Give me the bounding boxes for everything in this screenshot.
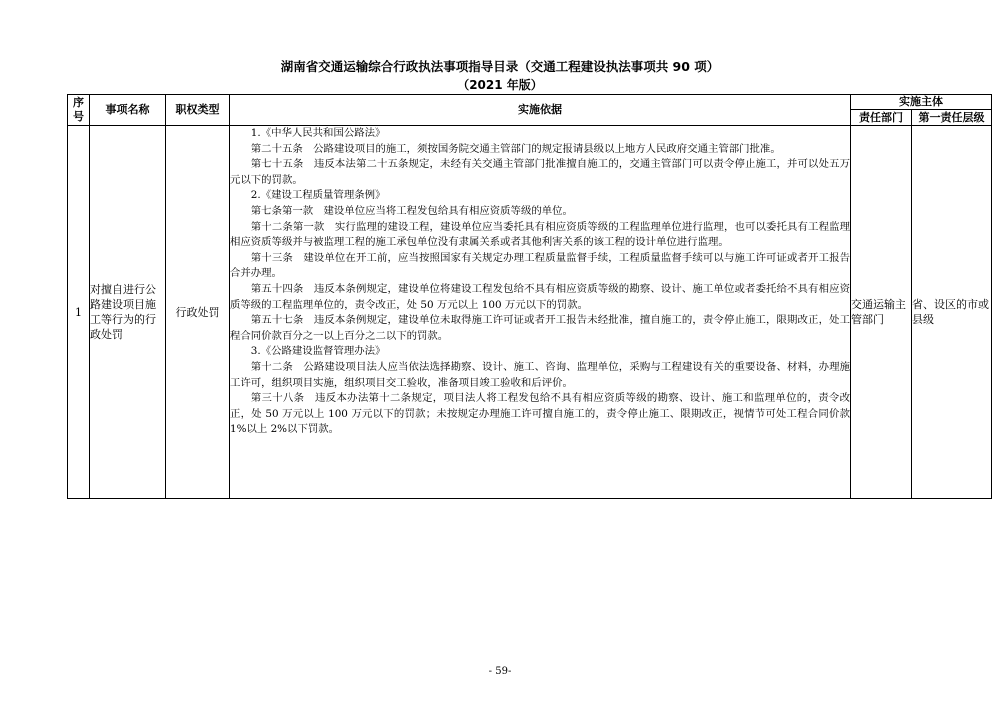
basis-line: 3.《公路建设监督管理办法》 bbox=[250, 345, 386, 358]
basis-line: 第十二条第一款 实行监理的建设工程，建设单位应当委托具有相应资质等级的工程监理单位进行监理，也可以委托具有工程监理相应资质等级并与被监理工程的施工承包单位没有隶属关系或者其他利害关系的该工程的设计单位进行监理。 bbox=[230, 220, 850, 249]
catalog-table bbox=[67, 94, 992, 499]
basis-line: 第七十五条 违反本法第二十五条规定，未经有关交通主管部门批准擅自施工的，交通主管部门可以责令停止施工，并可以处五万元以下的罚款。 bbox=[230, 158, 850, 186]
row-basis bbox=[230, 126, 851, 499]
header-power-type: 职权类型 bbox=[166, 95, 230, 126]
header-dept: 责任部门 bbox=[851, 110, 912, 126]
header-subject: 实施主体 bbox=[851, 95, 992, 110]
table-row bbox=[68, 126, 992, 499]
header-seq: 序号 bbox=[68, 95, 90, 126]
basis-line: 第三十八条 违反本办法第十二条规定，项目法人将工程发包给不具有相应资质等级的勘察、设计、施工和监理单位的，责令改正，处 50 万元以上 100 万元以下的罚款；未按规定办理施工许可擅自施工的，责令停止施工、限期改正，视情节可处工程合同价款 1%以上 2%以下罚款。 bbox=[230, 392, 850, 436]
row-power-type: 行政处罚 bbox=[166, 126, 230, 499]
page-title: 湖南省交通运输综合行政执法事项指导目录（交通工程建设执法事项共 90 项） bbox=[280, 59, 720, 74]
basis-line: 1.《中华人民共和国公路法》 bbox=[250, 127, 386, 139]
basis-line: 第二十五条 公路建设项目的施工，须按国务院交通主管部门的规定报请县级以上地方人民政府交通主管部门批准。 bbox=[250, 142, 781, 155]
basis-line: 第五十四条 违反本条例规定，建设单位将建设工程发包给不具有相应资质等级的勘察、设计、施工单位或者委托给不具有相应资质等级的工程监理单位的，责令改正，处 50 万元以上 100 万元以下的罚款。 bbox=[230, 282, 850, 311]
header-basis: 实施依据 bbox=[230, 95, 851, 126]
page-subtitle: （2021 年版） bbox=[457, 78, 543, 92]
basis-line: 第五十七条 违反本条例规定，建设单位未取得施工许可证或者开工报告未经批准，擅自施工的，责令停止施工，限期改正，处工程合同价款百分之一以上百分之二以下的罚款。 bbox=[230, 314, 850, 342]
header-item-name: 事项名称 bbox=[90, 95, 166, 126]
row-level: 省、设区的市或县级 bbox=[912, 126, 992, 499]
basis-line: 2.《建设工程质量管理条例》 bbox=[250, 189, 386, 202]
basis-line: 第七条第一款 建设单位应当将工程发包给具有相应资质等级的单位。 bbox=[250, 204, 573, 217]
row-dept: 交通运输主管部门 bbox=[851, 126, 912, 499]
page-number: - 59- bbox=[488, 666, 512, 677]
row-seq: 1 bbox=[68, 126, 90, 499]
row-item-name: 对擅自进行公路建设项目施工等行为的行政处罚 bbox=[90, 126, 166, 499]
basis-line: 第十三条 建设单位在开工前，应当按照国家有关规定办理工程质量监督手续，工程质量监督手续可以与施工许可证或者开工报告合并办理。 bbox=[230, 251, 850, 280]
basis-line: 第十二条 公路建设项目法人应当依法选择勘察、设计、施工、咨询、监理单位，采购与工程建设有关的重要设备、材料，办理施工许可，组织项目实施，组织项目交工验收，准备项目竣工验收和后评价。 bbox=[230, 360, 850, 389]
header-level: 第一责任层级 bbox=[912, 110, 992, 126]
